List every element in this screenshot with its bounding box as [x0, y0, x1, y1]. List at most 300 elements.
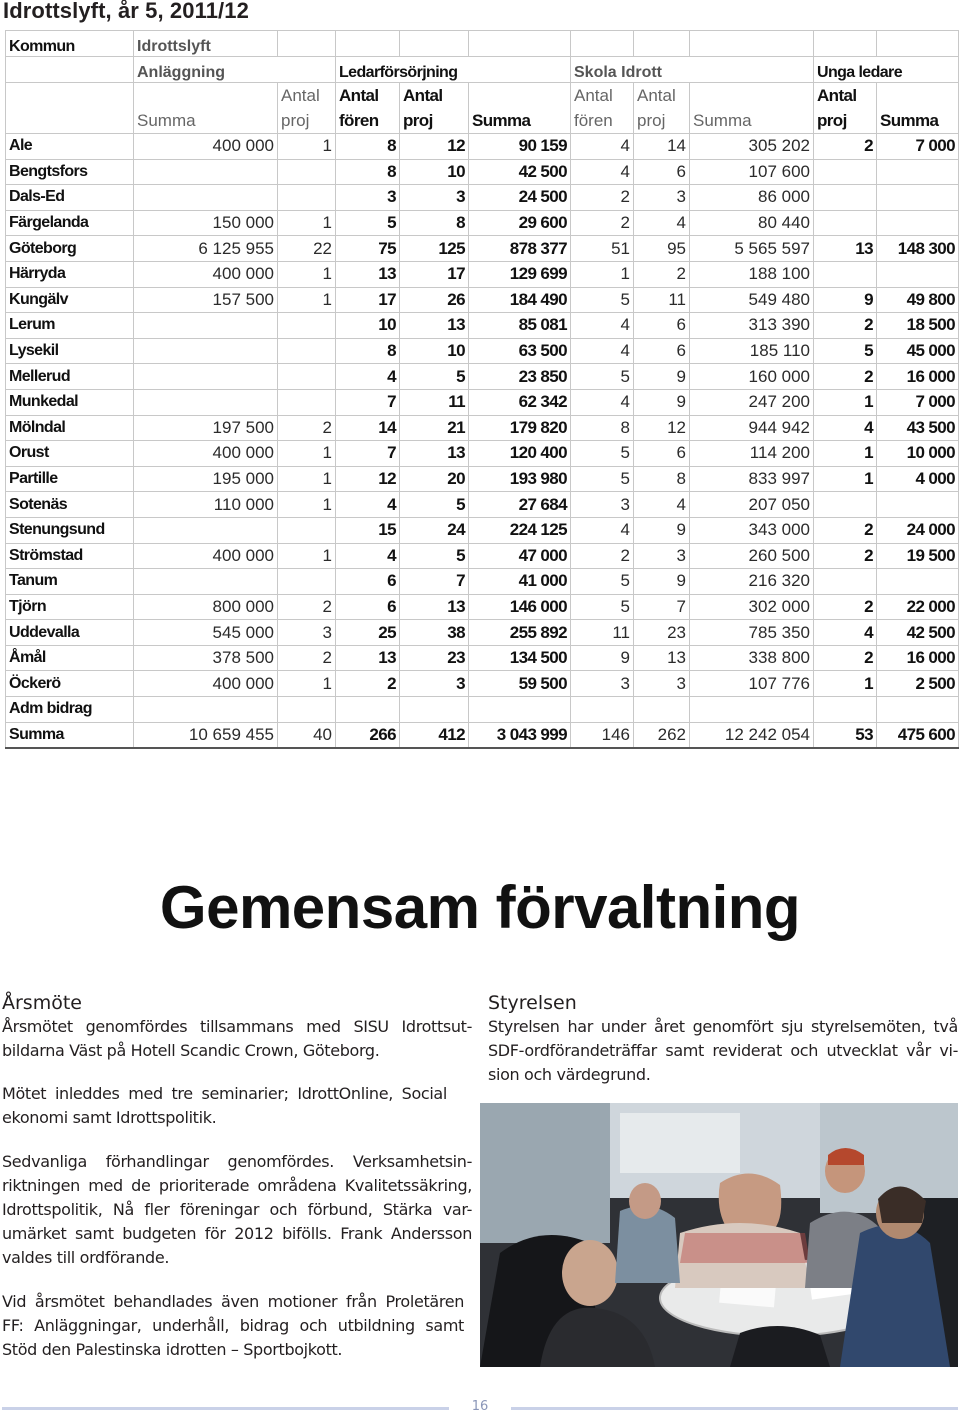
cell-l-proj: 5: [400, 492, 469, 518]
cell-s-foren: 5: [571, 569, 634, 595]
cell-s-summa: 338 800: [690, 645, 814, 671]
cell-s-summa: 247 200: [690, 389, 814, 415]
cell-s-foren: 4: [571, 159, 634, 185]
cell-a-summa: [134, 185, 278, 211]
cell-a-proj: [278, 313, 336, 339]
cell-a-summa: [134, 364, 278, 390]
cell-s-proj: 9: [634, 569, 690, 595]
header-s-antal-proj: Antal proj: [634, 83, 690, 134]
cell-s-summa: 549 480: [690, 287, 814, 313]
cell-l-summa: 878 377: [469, 236, 571, 262]
header-anlaggning: Anläggning: [134, 57, 336, 83]
cell-a-summa: 110 000: [134, 492, 278, 518]
cell-s-summa: 114 200: [690, 441, 814, 467]
cell-u-summa: [877, 697, 959, 723]
row-kommun-name: Orust: [6, 441, 134, 467]
row-kommun-name: Tjörn: [6, 594, 134, 620]
cell-u-proj: 13: [814, 236, 877, 262]
cell-u-proj: [814, 697, 877, 723]
cell-u-summa: 49 800: [877, 287, 959, 313]
cell-u-proj: 5: [814, 338, 877, 364]
cell-l-summa: 42 500: [469, 159, 571, 185]
cell-s-foren: 9: [571, 645, 634, 671]
cell-l-foren: 6: [336, 594, 400, 620]
cell-u-summa: [877, 185, 959, 211]
cell-u-proj: [814, 492, 877, 518]
table-row: [6, 543, 959, 569]
cell-s-proj: 23: [634, 620, 690, 646]
cell-s-summa: 185 110: [690, 338, 814, 364]
cell-s-proj: 3: [634, 185, 690, 211]
cell-u-proj: 1: [814, 466, 877, 492]
cell-s-summa: 785 350: [690, 620, 814, 646]
cell-l-summa: 134 500: [469, 645, 571, 671]
cell-s-summa: 260 500: [690, 543, 814, 569]
cell-a-proj: [278, 364, 336, 390]
cell-a-proj: 1: [278, 441, 336, 467]
cell-l-foren: 25: [336, 620, 400, 646]
table-row: [6, 722, 959, 748]
cell-u-proj: 2: [814, 134, 877, 160]
table-row: [6, 569, 959, 595]
cell-a-summa: [134, 517, 278, 543]
cell-u-summa: [877, 159, 959, 185]
cell-u-proj: 1: [814, 389, 877, 415]
cell-a-proj: [278, 569, 336, 595]
cell-u-proj: 2: [814, 594, 877, 620]
table-row: [6, 492, 959, 518]
cell-l-summa: 3 043 999: [469, 722, 571, 748]
cell-l-summa: 120 400: [469, 441, 571, 467]
cell-l-proj: 3: [400, 185, 469, 211]
cell-u-summa: 45 000: [877, 338, 959, 364]
cell-a-proj: [278, 389, 336, 415]
cell-u-summa: 4 000: [877, 466, 959, 492]
row-kommun-name: Lysekil: [6, 338, 134, 364]
arsmote-paragraph-2: Mötet inleddes med tre seminarier; IdrottOnline, Social ekonomi samt Idrottspolitik.: [2, 1084, 447, 1127]
cell-s-summa: 207 050: [690, 492, 814, 518]
table-row: [6, 594, 959, 620]
cell-s-summa: 343 000: [690, 517, 814, 543]
cell-l-proj: 412: [400, 722, 469, 748]
cell-s-foren: 146: [571, 722, 634, 748]
cell-l-summa: [469, 697, 571, 723]
grants-table-body: [6, 134, 959, 749]
styrelsen-heading: Styrelsen: [488, 992, 577, 1014]
cell-s-proj: 13: [634, 645, 690, 671]
cell-l-foren: 5: [336, 210, 400, 236]
cell-l-summa: 29 600: [469, 210, 571, 236]
cell-s-summa: 12 242 054: [690, 722, 814, 748]
table-row: [6, 159, 959, 185]
cell-s-proj: 4: [634, 210, 690, 236]
cell-s-summa: 160 000: [690, 364, 814, 390]
cell-s-proj: 9: [634, 389, 690, 415]
page-number: 16: [471, 1399, 489, 1414]
header-unga-ledare: Unga ledare: [814, 57, 959, 83]
cell-s-summa: 313 390: [690, 313, 814, 339]
cell-a-summa: 10 659 455: [134, 722, 278, 748]
cell-l-proj: 38: [400, 620, 469, 646]
grants-table-wrapper: [5, 30, 958, 749]
cell-u-summa: [877, 261, 959, 287]
table-header-row-1: [6, 31, 959, 57]
cell-s-foren: 3: [571, 671, 634, 697]
cell-s-proj: [634, 697, 690, 723]
cell-u-summa: 16 000: [877, 645, 959, 671]
header-l-summa: Summa: [469, 83, 571, 134]
cell-l-summa: 146 000: [469, 594, 571, 620]
cell-u-proj: 9: [814, 287, 877, 313]
cell-l-proj: 23: [400, 645, 469, 671]
cell-u-proj: 2: [814, 645, 877, 671]
table-row: [6, 466, 959, 492]
cell-u-summa: 22 000: [877, 594, 959, 620]
cell-u-proj: 2: [814, 313, 877, 339]
cell-a-proj: [278, 338, 336, 364]
table-row: [6, 389, 959, 415]
cell-s-foren: 5: [571, 466, 634, 492]
cell-l-foren: 10: [336, 313, 400, 339]
cell-a-summa: 400 000: [134, 543, 278, 569]
cell-a-proj: [278, 517, 336, 543]
cell-u-summa: 43 500: [877, 415, 959, 441]
cell-u-proj: 2: [814, 517, 877, 543]
header-u-antal-proj: Antal proj: [814, 83, 877, 134]
cell-l-foren: 4: [336, 364, 400, 390]
cell-u-proj: 4: [814, 620, 877, 646]
cell-l-summa: 41 000: [469, 569, 571, 595]
cell-l-summa: 179 820: [469, 415, 571, 441]
header-u-summa: Summa: [877, 83, 959, 134]
table-row: [6, 287, 959, 313]
cell-l-summa: 255 892: [469, 620, 571, 646]
cell-s-summa: 86 000: [690, 185, 814, 211]
cell-s-foren: 8: [571, 415, 634, 441]
cell-s-foren: 4: [571, 517, 634, 543]
cell-a-proj: 1: [278, 210, 336, 236]
cell-s-summa: 216 320: [690, 569, 814, 595]
cell-a-proj: 1: [278, 287, 336, 313]
header-a-summa: Summa: [134, 83, 278, 134]
cell-s-foren: 5: [571, 287, 634, 313]
cell-a-proj: 2: [278, 594, 336, 620]
cell-s-foren: 4: [571, 338, 634, 364]
table-row: [6, 185, 959, 211]
header-l-antal-proj: Antal proj: [400, 83, 469, 134]
row-kommun-name: Uddevalla: [6, 620, 134, 646]
meeting-photo: [480, 1103, 958, 1367]
cell-s-summa: 833 997: [690, 466, 814, 492]
cell-s-proj: 7: [634, 594, 690, 620]
cell-l-foren: 2: [336, 671, 400, 697]
table-row: [6, 620, 959, 646]
cell-s-proj: 3: [634, 543, 690, 569]
cell-s-foren: 2: [571, 210, 634, 236]
row-kommun-name: Strömstad: [6, 543, 134, 569]
cell-l-summa: 193 980: [469, 466, 571, 492]
cell-s-foren: [571, 697, 634, 723]
cell-l-proj: 125: [400, 236, 469, 262]
cell-l-proj: 21: [400, 415, 469, 441]
cell-l-proj: 3: [400, 671, 469, 697]
cell-l-foren: 13: [336, 261, 400, 287]
cell-s-foren: 11: [571, 620, 634, 646]
table-header-row-3: [6, 83, 959, 134]
cell-u-summa: 19 500: [877, 543, 959, 569]
header-s-summa: Summa: [690, 83, 814, 134]
cell-u-summa: [877, 492, 959, 518]
cell-u-summa: 7 000: [877, 134, 959, 160]
cell-u-proj: [814, 569, 877, 595]
styrelsen-column: [488, 991, 958, 1087]
table-row: [6, 261, 959, 287]
page-header: Idrottslyft, år 5, 2011/12: [3, 0, 249, 23]
cell-l-proj: 5: [400, 364, 469, 390]
row-kommun-name: Munkedal: [6, 389, 134, 415]
cell-s-proj: 6: [634, 159, 690, 185]
cell-s-proj: 6: [634, 441, 690, 467]
cell-s-foren: 2: [571, 185, 634, 211]
cell-s-proj: 262: [634, 722, 690, 748]
cell-s-proj: 9: [634, 364, 690, 390]
cell-s-proj: 3: [634, 671, 690, 697]
cell-u-proj: 2: [814, 364, 877, 390]
cell-l-foren: 13: [336, 645, 400, 671]
cell-s-foren: 4: [571, 134, 634, 160]
cell-a-summa: 150 000: [134, 210, 278, 236]
table-row: [6, 364, 959, 390]
cell-a-proj: [278, 159, 336, 185]
arsmote-paragraph-1: Årsmötet genomfördes tillsammans med SISU Idrottsut-bildarna Väst på Hotell Scandic Crown, Göteborg.: [2, 1017, 472, 1060]
cell-u-summa: 10 000: [877, 441, 959, 467]
cell-s-proj: 8: [634, 466, 690, 492]
cell-l-summa: 63 500: [469, 338, 571, 364]
arsmote-paragraph-4: Vid årsmötet behandlades även motioner från Proletären FF: Anläggningar, underhåll, bidrag och utbildning samt Stöd den Palestinska idrotten – Sportbojkott.: [2, 1292, 464, 1359]
cell-l-proj: 10: [400, 159, 469, 185]
cell-s-proj: 95: [634, 236, 690, 262]
cell-s-proj: 4: [634, 492, 690, 518]
meeting-photo-illustration: [480, 1103, 958, 1367]
row-kommun-name: Färgelanda: [6, 210, 134, 236]
cell-a-proj: 1: [278, 134, 336, 160]
styrelsen-paragraph: Styrelsen har under året genomfört sju styrelsemöten, två SDF-ordförandeträffar samt reviderat och utvecklat vår vi-sion och värdegrund.: [488, 1017, 958, 1084]
cell-s-proj: 9: [634, 517, 690, 543]
cell-u-summa: 18 500: [877, 313, 959, 339]
cell-a-proj: 1: [278, 543, 336, 569]
cell-a-summa: [134, 697, 278, 723]
cell-u-summa: 24 000: [877, 517, 959, 543]
cell-a-summa: 157 500: [134, 287, 278, 313]
cell-s-foren: 5: [571, 441, 634, 467]
cell-l-foren: 75: [336, 236, 400, 262]
footer-rule-left: [2, 1407, 449, 1410]
cell-s-proj: 6: [634, 338, 690, 364]
cell-a-summa: [134, 569, 278, 595]
arsmote-column: [2, 991, 472, 1362]
cell-a-summa: 378 500: [134, 645, 278, 671]
cell-l-foren: 7: [336, 441, 400, 467]
cell-u-proj: [814, 210, 877, 236]
cell-l-proj: 11: [400, 389, 469, 415]
cell-u-proj: 1: [814, 441, 877, 467]
cell-l-proj: 13: [400, 313, 469, 339]
table-header-row-2: [6, 57, 959, 83]
header-l-antal-foren: Antal fören: [336, 83, 400, 134]
row-kommun-name: Mellerud: [6, 364, 134, 390]
row-kommun-name: Mölndal: [6, 415, 134, 441]
row-kommun-name: Tanum: [6, 569, 134, 595]
cell-l-proj: [400, 697, 469, 723]
cell-s-foren: 4: [571, 389, 634, 415]
table-row: [6, 645, 959, 671]
cell-a-summa: 545 000: [134, 620, 278, 646]
cell-l-foren: 7: [336, 389, 400, 415]
cell-l-proj: 8: [400, 210, 469, 236]
row-kommun-name: Stenungsund: [6, 517, 134, 543]
cell-s-summa: 305 202: [690, 134, 814, 160]
row-kommun-name: Summa: [6, 722, 134, 748]
cell-u-proj: [814, 261, 877, 287]
cell-l-proj: 5: [400, 543, 469, 569]
cell-s-proj: 14: [634, 134, 690, 160]
cell-l-proj: 13: [400, 594, 469, 620]
cell-l-proj: 7: [400, 569, 469, 595]
cell-a-summa: [134, 159, 278, 185]
row-kommun-name: Ale: [6, 134, 134, 160]
cell-a-proj: 2: [278, 645, 336, 671]
table-row: [6, 697, 959, 723]
cell-s-foren: 1: [571, 261, 634, 287]
cell-l-foren: 8: [336, 338, 400, 364]
cell-s-summa: [690, 697, 814, 723]
header-skola-idrott: Skola Idrott: [571, 57, 814, 83]
cell-s-proj: 2: [634, 261, 690, 287]
row-kommun-name: Åmål: [6, 645, 134, 671]
cell-l-proj: 10: [400, 338, 469, 364]
cell-l-summa: 224 125: [469, 517, 571, 543]
cell-a-proj: 22: [278, 236, 336, 262]
table-row: [6, 338, 959, 364]
cell-u-proj: [814, 159, 877, 185]
row-kommun-name: Partille: [6, 466, 134, 492]
cell-u-proj: 1: [814, 671, 877, 697]
cell-a-proj: 2: [278, 415, 336, 441]
cell-u-summa: 2 500: [877, 671, 959, 697]
cell-s-summa: 5 565 597: [690, 236, 814, 262]
row-kommun-name: Öckerö: [6, 671, 134, 697]
cell-a-summa: [134, 313, 278, 339]
cell-l-proj: 24: [400, 517, 469, 543]
table-row: [6, 671, 959, 697]
cell-u-proj: 53: [814, 722, 877, 748]
cell-u-proj: 2: [814, 543, 877, 569]
cell-u-summa: 148 300: [877, 236, 959, 262]
cell-l-foren: 15: [336, 517, 400, 543]
cell-a-summa: 6 125 955: [134, 236, 278, 262]
row-kommun-name: Dals-Ed: [6, 185, 134, 211]
cell-l-foren: 8: [336, 134, 400, 160]
cell-a-proj: [278, 697, 336, 723]
cell-a-summa: 195 000: [134, 466, 278, 492]
cell-s-proj: 12: [634, 415, 690, 441]
table-row: [6, 313, 959, 339]
header-s-antal-foren: Antal fören: [571, 83, 634, 134]
table-row: [6, 134, 959, 160]
cell-s-summa: 107 776: [690, 671, 814, 697]
row-kommun-name: Adm bidrag: [6, 697, 134, 723]
cell-u-proj: [814, 185, 877, 211]
cell-l-foren: 12: [336, 466, 400, 492]
arsmote-heading: Årsmöte: [2, 992, 82, 1014]
cell-l-foren: [336, 697, 400, 723]
table-row: [6, 236, 959, 262]
cell-u-summa: [877, 210, 959, 236]
cell-l-summa: 47 000: [469, 543, 571, 569]
row-kommun-name: Kungälv: [6, 287, 134, 313]
cell-s-summa: 302 000: [690, 594, 814, 620]
cell-s-foren: 51: [571, 236, 634, 262]
cell-u-summa: 42 500: [877, 620, 959, 646]
cell-l-summa: 90 159: [469, 134, 571, 160]
cell-l-summa: 59 500: [469, 671, 571, 697]
header-kommun: Kommun: [6, 31, 134, 57]
row-kommun-name: Göteborg: [6, 236, 134, 262]
cell-l-foren: 6: [336, 569, 400, 595]
cell-a-proj: 1: [278, 261, 336, 287]
arsmote-paragraph-3: Sedvanliga förhandlingar genomfördes. Verksamhetsin-riktningen med de prioriterade områdena Kvalitetssäkring, Idrottspolitik, Nå fler föreningar och förbund, Stärka var-umärket samt budgeten för 2012 bifölls. Frank Andersson valdes till ordförande.: [2, 1152, 472, 1267]
cell-l-foren: 4: [336, 543, 400, 569]
cell-l-foren: 3: [336, 185, 400, 211]
cell-l-summa: 184 490: [469, 287, 571, 313]
table-row: [6, 517, 959, 543]
cell-l-summa: 129 699: [469, 261, 571, 287]
row-kommun-name: Härryda: [6, 261, 134, 287]
cell-s-summa: 107 600: [690, 159, 814, 185]
row-kommun-name: Sotenäs: [6, 492, 134, 518]
cell-s-foren: 4: [571, 313, 634, 339]
cell-a-summa: 400 000: [134, 671, 278, 697]
cell-a-summa: 800 000: [134, 594, 278, 620]
cell-a-summa: [134, 338, 278, 364]
table-row: [6, 210, 959, 236]
row-kommun-name: Bengtsfors: [6, 159, 134, 185]
cell-l-foren: 17: [336, 287, 400, 313]
cell-s-summa: 80 440: [690, 210, 814, 236]
cell-l-foren: 266: [336, 722, 400, 748]
cell-l-summa: 27 684: [469, 492, 571, 518]
cell-s-proj: 11: [634, 287, 690, 313]
cell-a-proj: 40: [278, 722, 336, 748]
cell-s-summa: 188 100: [690, 261, 814, 287]
cell-s-foren: 2: [571, 543, 634, 569]
cell-l-proj: 26: [400, 287, 469, 313]
cell-a-proj: 3: [278, 620, 336, 646]
header-ledarforsorjning: Ledarförsörjning: [336, 57, 571, 83]
table-row: [6, 415, 959, 441]
cell-l-summa: 23 850: [469, 364, 571, 390]
cell-l-proj: 20: [400, 466, 469, 492]
cell-l-foren: 8: [336, 159, 400, 185]
cell-s-foren: 5: [571, 364, 634, 390]
cell-s-summa: 944 942: [690, 415, 814, 441]
cell-s-foren: 3: [571, 492, 634, 518]
cell-u-summa: [877, 569, 959, 595]
cell-l-summa: 85 081: [469, 313, 571, 339]
cell-a-summa: [134, 389, 278, 415]
cell-u-summa: 7 000: [877, 389, 959, 415]
cell-l-proj: 17: [400, 261, 469, 287]
